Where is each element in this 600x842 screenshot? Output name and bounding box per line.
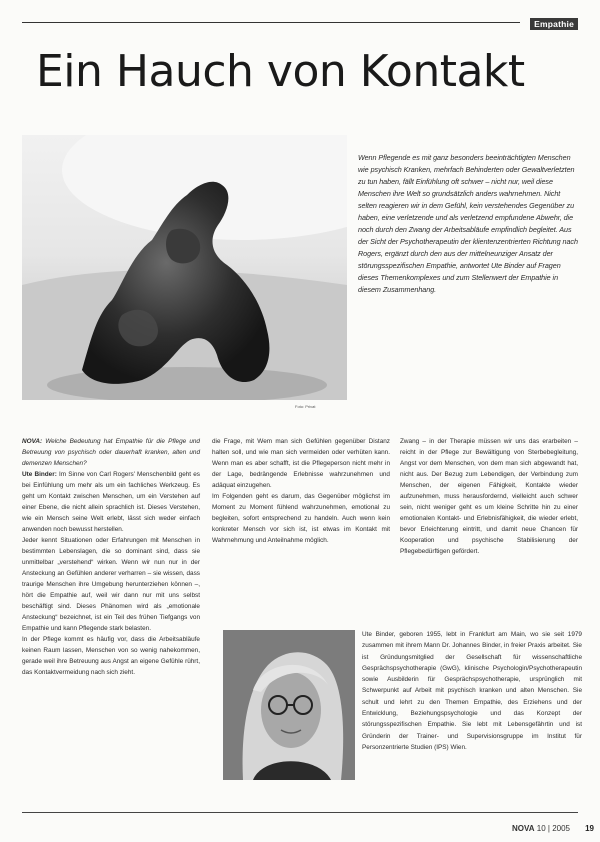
- column-2: [212, 436, 390, 546]
- sculpture-illustration: [22, 135, 347, 400]
- answer-label: Ute Binder:: [22, 471, 57, 478]
- page-number: 19: [585, 824, 594, 833]
- body-paragraph: die Frage, mit Wem man sich Gefühlen gegenüber Distanz halten soll, und wie man sich vermeiden oder verhüten kann. Wenn man es aber schafft, ist die Pflegeperson nicht mehr in der Lage, bedrängende Erlebnisse wahrzunehmen und adäquat einzugehen.: [212, 438, 390, 489]
- body-paragraph: Im Folgenden geht es darum, das Gegenüber möglichst im Moment zu Moment fühlend wahrzunehmen, emotional zu begleiten, sofort entsprechend zu handeln. Auch wenn kein konkreter Mensch vor sich ist, ist etwas im Kontakt mit Wahrnehmung und Anteilnahme möglich.: [212, 493, 390, 544]
- answer-paragraph: [22, 469, 200, 535]
- issue-number: 10 | 2005: [536, 824, 570, 833]
- issue-info: [512, 824, 570, 833]
- section-tag: Empathie: [530, 18, 578, 30]
- author-bio: Ute Binder, geboren 1955, lebt in Frankfurt am Main, wo sie seit 1979 zusammen mit ihrem Mann Dr. Johannes Binder, in freier Praxis arbeitet. Sie ist Gründungsmitglied der Gesellschaft für wissenschaftliche Gesprächspsychotherapie (GwG), klinische Psychologin/Psychotherapeutin sowie Ausbilderin für Gesprächspsychotherapie, ursprünglich mit Schwerpunkt auf Arbeit mit psychisch kranken und alten Menschen. Sie schult und lehrt zu den Themen Empathie, des Erziehens und der Entwicklung, Beziehungspsychologie und das Konzept der störungsspezifischen Empathie. Sie lebt mit Lebensgefährtin und ist Gründerin der Trainer- und Supervisionsgruppe im Institut für Personzentrierte Studien (IPS) Wien.: [362, 631, 582, 751]
- question-label: NOVA:: [22, 438, 43, 445]
- article-headline: Ein Hauch von Kontakt: [36, 46, 525, 97]
- hero-photo: [22, 135, 347, 400]
- column-3: [400, 436, 578, 557]
- footer-rule: [22, 812, 578, 813]
- body-paragraph: Zwang – in der Therapie müssen wir uns das erarbeiten – reicht in der Pflege zur Bewältigung von Sterbebegleitung, Angst vor dem Menschen, von dem man sich abgewandt hat, nicht aus. Der Bezug zum Lebendigen, der Verbindung zum Menschen, der eigenen Fähigkeit, Kontakte wieder aufzunehmen, muss herausfordernd, vielleicht auch schwer sein, nicht weniger geht es um kleine Schritte hin zu einer emotionalen Kontakt- und Erlebnisfähigkeit, die wieder erlebt, bevor Erleichterung eintritt, und damit neue Chancen für Kooperation und psychische Stabilisierung der Pflegebedürftigen gefördert.: [400, 438, 578, 555]
- intro-text: Wenn Pflegende es mit ganz besonders beeinträchtigten Menschen wie psychisch Kranken, mehrfach Behinderten oder Gewaltverletzten zu tun haben, fällt Einfühlung oft schwer – nicht nur, weil diese Menschen ihre Welt so grundsätzlich anders wahrnehmen. Nicht selten reagieren wir in dem Gefühl, kein verstehendes Gegenüber zu haben, eine verletzende und als verletzend empfundene Abwehr, die noch durch den Zwang der Arbeitsabläufe empfindlich begleitet. Aus der Sicht der Psychotherapeutin der klientenzentrierten Richtung nach Rogers, ergänzt durch den aus der mittelneunziger Ansatz der störungsspezifischen Empathie, antwortet Ute Binder auf Fragen dieses Themenkomplexes und zum Stellenwert der Empathie in diesem Zusammenhang.: [358, 153, 578, 294]
- header-rule: [22, 22, 520, 23]
- page-footer: [0, 802, 600, 842]
- photo-credit: Foto: Privat: [295, 404, 316, 409]
- author-portrait: [223, 630, 355, 780]
- body-paragraph: Jeder kennt Situationen oder Erfahrungen mit Menschen in bestimmten Lebenslagen, die so dominant sind, dass sie unmittelbar „verstehend“ wirken. Wenn wir nun nur in der Ansteckung an Gefühlen anderer verharren – sie wissen, dass traurige Menschen ihre Umgebung herunterziehen können –, hört die Empathie auf, weil wir dann nur mit uns selbst beschäftigt sind. Dieses Phänomen wird als „emotionale Ansteckung“ bezeichnet, ist ein Teil des frühen Tiefgangs von Empathie und kann Pflegende stark belasten.: [22, 537, 200, 632]
- top-bar: [0, 18, 600, 28]
- body-paragraph: In der Pflege kommt es häufig vor, dass die Arbeitsabläufe keinen Raum lassen, Menschen von so wenig nahekommen, gerade weil ihre Betreuung aus Angst an eigene Gefühle rührt, das Kontaktvermeidung nach sich zieht.: [22, 636, 200, 676]
- magazine-brand: NOVA: [512, 824, 535, 833]
- interview-question: [22, 436, 200, 469]
- question-text: Welche Bedeutung hat Empathie für die Pflege und Betreuung von psychisch oder dauerhaft kranken, alten und demenzen Menschen?: [22, 438, 200, 467]
- answer-text: Im Sinne von Carl Rogers' Menschenbild geht es bei Einfühlung um mehr als um ein fachliches Werkzeug. Es geht um Kontakt zwischen Menschen, um ein Verstehen auf einer Ebene, die nicht allein sprachlich ist. Dieses Verstehen, wie ein Mensch seine Welt erlebt, lässt sich weder einfach anwenden noch bewusst herstellen.: [22, 471, 200, 533]
- portrait-illustration: [223, 630, 355, 780]
- column-1: [22, 436, 200, 678]
